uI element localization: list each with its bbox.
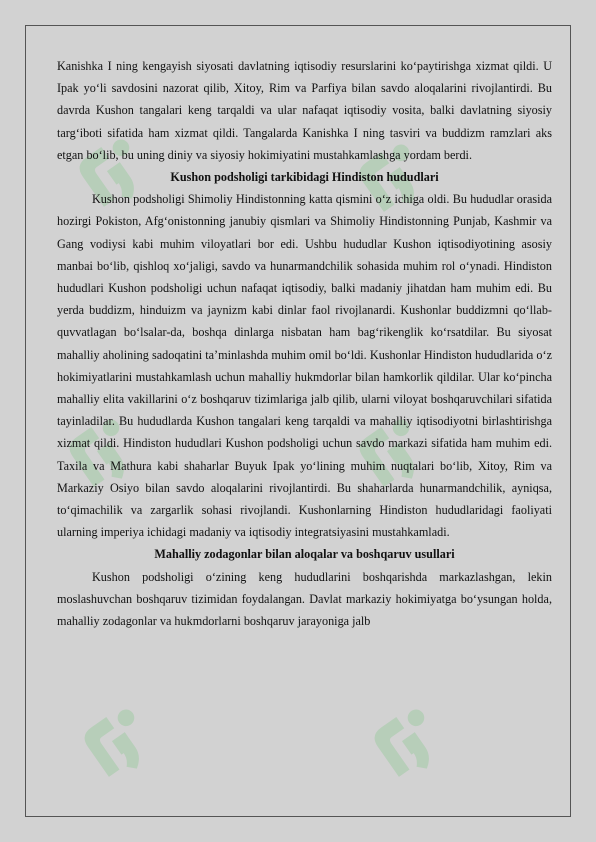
body-paragraph: Kushon podsholigi o‘zining keng hududlarini boshqarishda markazlashgan, lekin moslashuvchan boshqaruv tizimidan foydalangan. Davlat markaziy hokimiyatga bo‘ysungan holda, mahalliy zodagonlar va hukmdorlarni boshqaruv jarayoniga jalb [57,569,552,629]
document-body [57,55,552,632]
section-heading: Mahalliy zodagonlar bilan aloqalar va boshqaruv usullari [154,547,455,562]
body-paragraph: Kushon podsholigi Shimoliy Hindistonning katta qismini o‘z ichiga oldi. Bu hududlar orasida hozirgi Pokiston, Afg‘onistonning janubiy qismlari va Shimoliy Hindistonning Punjab, Kashmir va Gang vodiysi kabi muhim viloyatlari bor edi. Ushbu hududlar Kushon iqtisodiyotining asosiy manbai bo‘lib, qishloq xo‘jaligi, savdo va hunarmandchilik sohasida muhim rol o‘ynadi. Hindiston hududlari Kushon podsholigi uchun nafaqat iqtisodiy, balki madaniy jihatdan ham muhim edi. Bu yerda buddizm, hinduizm va jaynizm kabi dinlar faol rivojlanardi. Kushonlar buddizmni qo‘llab-quvvatlagan bo‘lsalar-da, boshqa dinlarga nisbatan ham bag‘rikenglik ko‘rsatdilar. Bu siyosat mahalliy aholining sadoqatini ta’minlashda muhim omil bo‘ldi. Kushonlar Hindiston hududlarida o‘z hokimiyatlarini mustahkamlash uchun mahalliy hukmdorlar bilan hamkorlik qildilar. Ular ko‘pincha mahalliy elita vakillarini o‘z boshqaruv tizimlariga jalb qilib, ularni viloyat boshqaruvchilari sifatida tayinladilar. Bu hududlarda Kushon tangalari keng tarqaldi va mahalliy iqtisodiyotni birlashtirishga xizmat qildi. Hindiston hududlari Kushon podsholigi uchun savdo markazi sifatida ham muhim edi. Taxila va Mathura kabi shaharlar Buyuk Ipak yo‘lining muhim nuqtalari bo‘lib, Xitoy, Rim va Markaziy Osiyo bilan savdo aloqalarini rivojlantirdi. Bu shaharlarda hunarmandchilik, ayniqsa, to‘qimachilik va zargarlik sohasi rivojlandi. Kushonlarning Hindiston hududlaridagi faoliyati ularning imperiya ichidagi madaniy va iqtisodiy integratsiyasini mustahkamladi. [57,192,552,540]
section-heading: Kushon podsholigi tarkibidagi Hindiston hududlari [170,170,439,185]
body-paragraph: Kanishka I ning kengayish siyosati davlatning iqtisodiy resurslarini ko‘paytirishga xizmat qildi. U Ipak yo‘li savdosini nazorat qilib, Xitoy, Rim va Parfiya bilan savdo aloqalarini rivojlantirdi. Bu davrda Kushon tangalari keng tarqaldi va ular nafaqat iqtisodiy vosita, balki davlatning siyosiy targ‘iboti sifatida ham xizmat qildi. Tangalarda Kanishka I ning tasviri va buddizm ramzlari aks etgan bo‘lib, bu uning diniy va siyosiy hokimiyatini mustahkamlashga yordam berdi. [57,59,552,162]
